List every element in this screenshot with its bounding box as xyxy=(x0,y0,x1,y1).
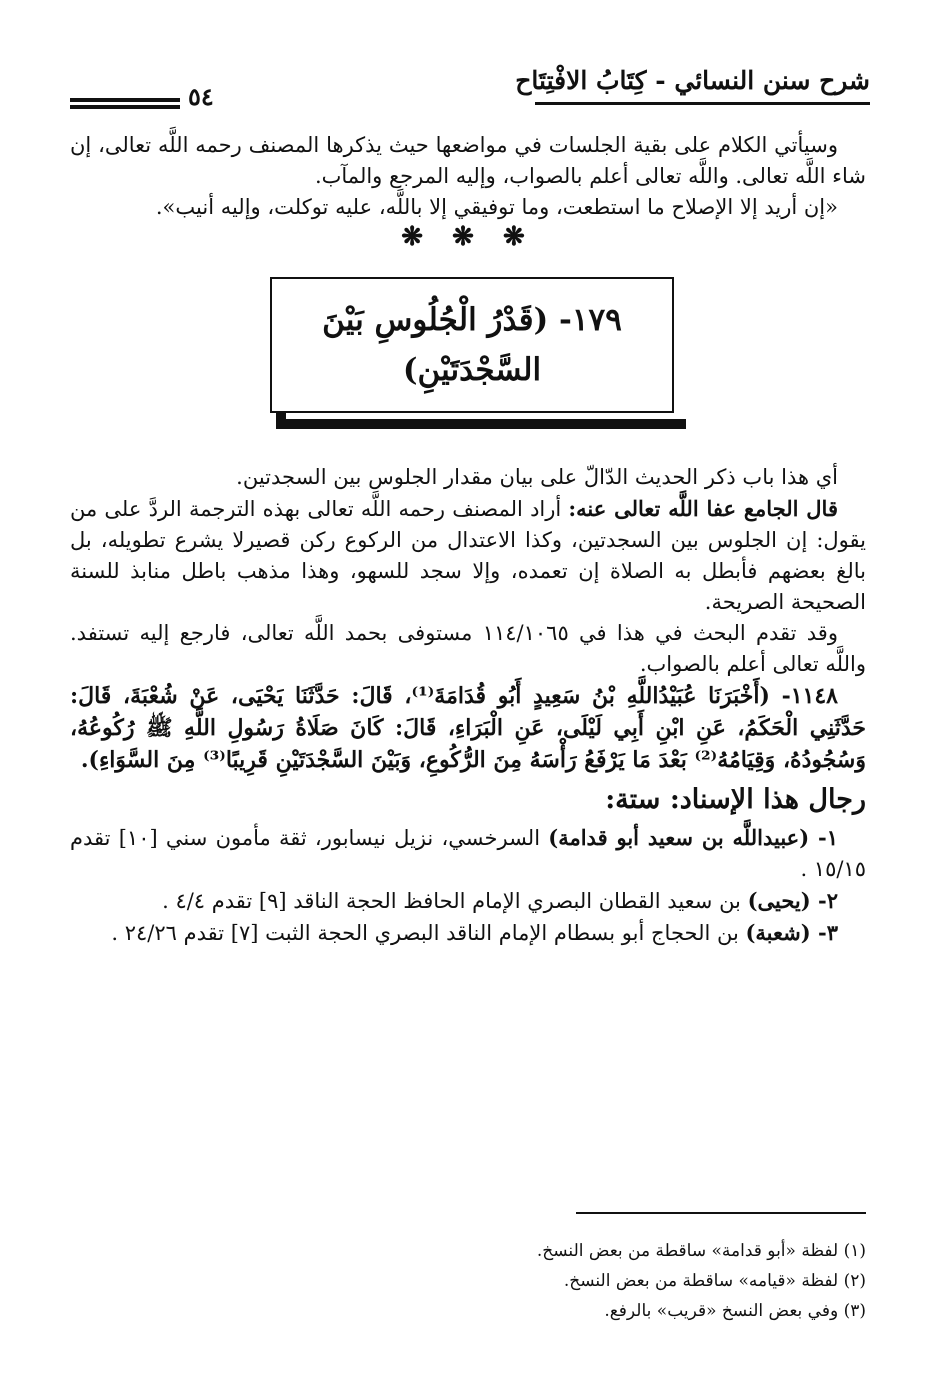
narrator-description: بن الحجاج أبو بسطام الإمام الناقد البصري الحجة الثبت [٧] تقدم ٢٤/٢٦ . xyxy=(111,921,746,945)
main-text xyxy=(70,130,866,949)
footnotes xyxy=(300,1236,866,1326)
intro-paragraph: وسيأتي الكلام على بقية الجلسات في مواضعها حيث يذكرها المصنف رحمه اللَّه تعالى، إن شاء اللَّه تعالى. واللَّه تعالى أعلم بالصواب، وإليه المرجع والمآب. xyxy=(70,133,866,188)
hadith-text: ١١٤٨- (أَخْبَرَنَا عُبَيْدُاللَّهِ بْنُ سَعِيدٍ أَبُو قُدَامَةَ⁽¹⁾، قَالَ: حَدَّثَنَا يَحْيَى، عَنْ شُعْبَةَ، قَالَ: حَدَّثَنِي الْحَكَمُ، عَنِ ابْنِ أَبِي لَيْلَى، عَنِ الْبَرَاءِ، قَالَ: كَانَ صَلَاةُ رَسُولِ اللَّهِ ﷺ رُكُوعُهُ، وَسُجُودُهُ، وَقِيَامُهُ⁽²⁾ بَعْدَ مَا يَرْفَعُ رَأْسَهُ مِنَ الرُّكُوعِ، وَبَيْنَ السَّجْدَتَيْنِ قَرِيبًا⁽³⁾ مِنَ السَّوَاءِ). xyxy=(70,683,866,773)
narrator-entry xyxy=(70,885,866,917)
commentary-lead: قال الجامع عفا اللَّه تعالى عنه: xyxy=(568,496,838,521)
running-title: شرح سنن النسائي - كِتَابُ الافْتِتَاح xyxy=(515,66,870,95)
narrator-entry xyxy=(70,917,866,949)
chapter-title-line-2: السَّجْدَتَيْنِ) xyxy=(402,352,542,388)
section-separator-stars: ❋ ❋ ❋ xyxy=(401,222,535,252)
chapter-heading-block xyxy=(70,277,866,432)
page-number: ٥٤ xyxy=(188,82,214,111)
chapter-title-line-1: ١٧٩- (قَدْرُ الْجُلُوسِ بَيْنَ xyxy=(322,302,622,338)
header-rule-top xyxy=(70,98,180,102)
narrator-entry xyxy=(70,822,866,885)
narrator-name: ٣- (شعبة) xyxy=(745,920,838,945)
title-underline xyxy=(535,102,870,105)
footnote-2: (٢) لفظة «قيامه» ساقطة من بعض النسخ. xyxy=(563,1271,866,1291)
chapter-heading-box xyxy=(270,277,674,413)
narrator-description: السرخسي، نزيل نيسابور، ثقة مأمون سني [١٠] تقدم ١٥/١٥ . xyxy=(70,826,866,881)
narrator-description: بن سعيد القطان البصري الإمام الحافظ الحجة الناقد [٩] تقدم ٤/٤ . xyxy=(162,889,748,913)
page-header xyxy=(70,58,870,111)
quran-quote: «إن أريد إلا الإصلاح ما استطعت، وما توفيقي إلا باللَّه، عليه توكلت، وإليه أنيب». xyxy=(155,195,838,219)
footnote-separator xyxy=(576,1212,866,1214)
header-rule-bottom xyxy=(70,105,180,109)
commentary-text: أراد المصنف رحمه اللَّه تعالى بهذه الترجمة الردَّ على من يقول: إن الجلوس بين السجدتين، وكذا الاعتدال من الركوع ركن قصيرلا يشرع تطويله، بل بالغ بعضهم فأبطل به الصلاة إن تعمده، وإلا سجد للسهو، وهذا مذهب باطل منابذ للسنة الصحيحة الصريحة. xyxy=(70,497,866,614)
narrator-name: ١- (عبيداللَّه بن سعيد أبو قدامة) xyxy=(548,825,838,850)
footnote-3: (٣) وفي بعض النسخ «قريب» بالرفع. xyxy=(604,1301,866,1321)
chapter-explanation: أي هذا باب ذكر الحديث الدّالّ على بيان مقدار الجلوس بين السجدتين. xyxy=(236,465,838,489)
footnote-1: (١) لفظة «أبو قدامة» ساقطة من بعض النسخ. xyxy=(536,1241,866,1261)
narrators-heading: رجال هذا الإسناد: ستة: xyxy=(605,784,866,815)
commentary-paragraph xyxy=(70,493,866,618)
cross-reference-paragraph: وقد تقدم البحث في هذا في ١١٤/١٠٦٥ مستوفى بحمد اللَّه تعالى، فارجع إليه تستفد. واللَّه تعالى أعلم بالصواب. xyxy=(70,621,866,676)
narrator-name: ٢- (يحيى) xyxy=(747,888,838,913)
